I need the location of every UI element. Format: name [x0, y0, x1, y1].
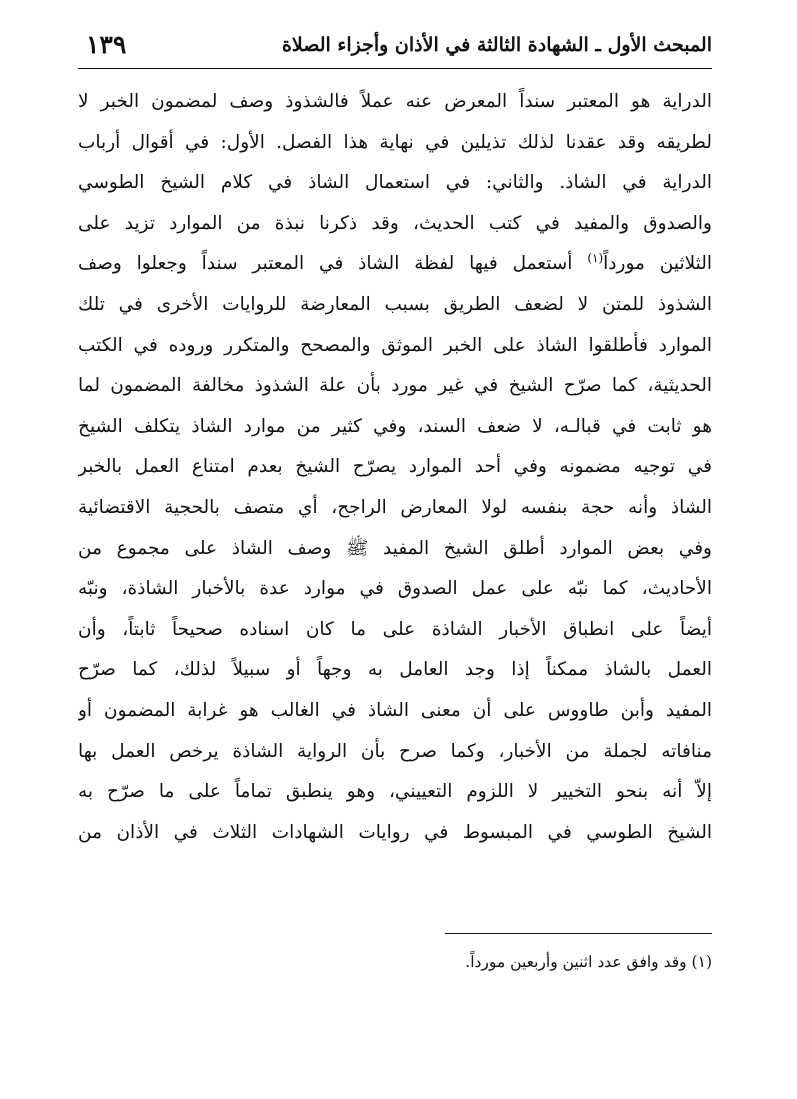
text-line: الحديثية، كما صرّح الشيخ في غير مورد بأن علة الشذوذ مخالفة المضمون لما: [78, 375, 712, 397]
text-line: هو ثابت في قبالـه، لا ضعف السند، وفي كثير من موارد الشاذ يتكلف الشيخ: [78, 415, 712, 437]
text-line-start: الثلاثين مورداً: [603, 253, 712, 275]
text-line-end: أستعمل فيها لفظة الشاذ في المعتبر سنداً وجعلوا وصف: [78, 253, 588, 275]
text-line: لطريقه وقد عقدنا لذلك تذيلين في نهاية هذا الفصل. الأول: في أقوال أرباب: [78, 131, 712, 153]
text-line: الشيخ الطوسي في المبسوط في روايات الشهادات الثلاث في الأذان من: [78, 821, 712, 843]
text-line: والصدوق والمفيد في كتب الحديث، وقد ذكرنا نبذة من الموارد تزيد على: [78, 212, 712, 234]
running-header: [78, 28, 712, 69]
header-title: المبحث الأول ـ الشهادة الثالثة في الأذان وأجزاء الصلاة: [281, 34, 712, 56]
text-line: منافاته لجملة من الأخبار، وكما صرح بأن الرواية الشاذة يرخص العمل بها: [78, 740, 712, 762]
text-line: الدراية هو المعتبر سنداً المعرض عنه عملاً فالشذوذ وصف لمضمون الخبر لا: [78, 91, 712, 112]
text-line: وفي بعض الموارد أطلق الشيخ المفيد ﷺ وصف الشاذ على مجموع من: [78, 537, 712, 559]
footnote: (١) وقد وافق عدد اثنين وأربعين مورداً.: [465, 953, 712, 971]
footnote-separator: [445, 933, 712, 934]
text-line: الأحاديث، كما نبّه على عمل الصدوق في موارد عدة بالأخبار الشاذة، ونبّه: [78, 578, 712, 600]
text-line: العمل بالشاذ ممكناً إذا وجد العامل به وجهاً أو سبيلاً لذلك، كما صرّح: [78, 659, 712, 681]
text-line: في توجيه مضمونه وفي أحد الموارد يصرّح الشيخ بعدم امتناع العمل بالخبر: [78, 456, 712, 478]
text-line: الشاذ وأنه حجة بنفسه لولا المعارض الراجح، أي متصف بالحجية الاقتضائية: [78, 496, 712, 518]
text-line: الشذوذ للمتن لا لضعف الطريق بسبب المعارضة للروايات الأخرى في تلك: [78, 293, 712, 315]
text-line: [78, 244, 712, 285]
text-line: أيضاً على انطباق الأخبار الشاذة على ما كان اسناده صحيحاً ثابتاً، وأن: [78, 618, 712, 640]
main-text: [78, 82, 712, 853]
page-number: ١٣٩: [86, 30, 127, 59]
text-line: الموارد فأطلقوا الشاذ على الخبر الموثق والمصحح والمتكرر وروده في الكتب: [78, 334, 712, 356]
text-line: إلاّ أنه بنحو التخيير لا اللزوم التعييني، وهو ينطبق تماماً على ما صرّح به: [78, 781, 712, 803]
footnote-reference[interactable]: (١): [587, 251, 604, 266]
text-line: الدراية في الشاذ. والثاني: في استعمال الشاذ في كلام الشيخ الطوسي: [78, 172, 712, 194]
text-line: المفيد وأبن طاووس على أن معنى الشاذ في الغالب هو غرابة المضمون أو: [78, 699, 712, 721]
